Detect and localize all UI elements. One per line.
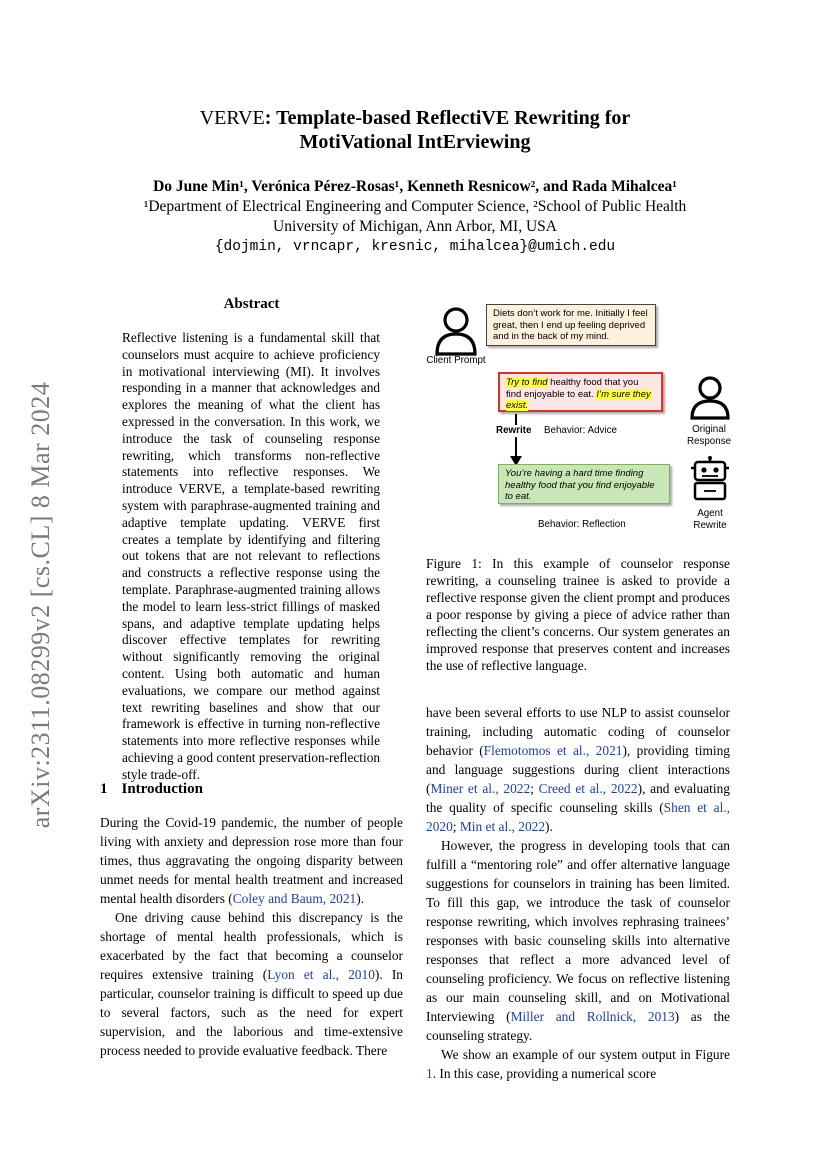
right-paragraph-2: However, the progress in developing tools that can fulfill a “mentoring role” and offer alternative language suggestions for counselors in training has been limited. To fill this gap, we introduce the task of counselor response rewriting, which involves rephrasing trainees’ responses with basic counseling skills into alternative responses that reflect a more advanced level of counseling proficiency. We focus on reflective listening as our main counseling skill, and on Motivational Interviewing (Miller and Rollnick, 2013) as the counseling strategy. <box>426 838 730 1043</box>
abstract-heading: Abstract <box>223 296 280 312</box>
client-speech-bubble: Diets don’t work for me. Initially I feel great, then I end up feeling deprived and in the back of my mind. <box>486 304 656 346</box>
original-response-bubble: Try to find healthy food that you find enjoyable to eat. I’m sure they exist. <box>498 372 663 412</box>
intro-paragraph-1: During the Covid-19 pandemic, the number of people living with anxiety and depression rose more than four times, thus aggravating the ongoing disparity between unmet needs for mental health treatment and increased mental health disorders (Coley and Baum, 2021). <box>100 815 403 906</box>
citation-link[interactable]: Creed et al., 2022 <box>538 781 638 796</box>
citation-link[interactable]: Coley and Baum, 2021 <box>232 891 357 906</box>
figure-1 <box>426 298 730 536</box>
abstract-text: Reflective listening is a fundamental skill that counselors must acquire to achieve proficiency in motivational interviewing (MI). It involves responding in a manner that acknowledges and explores the meaning of what the client has expressed in the conversation. In this work, we introduce the task of counseling response rewriting, which transforms non-reflective statements into reflective responses. We introduce VERVE, a template-based rewriting system with paraphrase-augmented training and adaptive template updating. VERVE first creates a template by identifying and filtering out tokens that are not relevant to reflections and constructs a reflective response using the template. Paraphrase-augmented training allows the model to learn less-strict fillings of masked spans, and adaptive template updating helps discover effective templates for rewriting without significantly removing the original content. Using both automatic and human evaluations, we compare our method against text rewriting baselines and show that our framework is effective in turning non-reflective statements into more reflective responses while achieving a good content preservation-reflection style trade-off. <box>122 330 380 782</box>
rewrite-arrow <box>515 414 517 462</box>
intro-left-column <box>100 813 403 1060</box>
behavior-advice-label: Behavior: Advice <box>544 425 617 436</box>
citation-link[interactable]: Flemotomos et al., 2021 <box>483 743 623 758</box>
counselor-person-icon <box>688 376 732 420</box>
affiliation-line: ¹Department of Electrical Engineering and Computer Science, ²School of Public Health <box>143 198 687 215</box>
agent-rewrite-bubble: You’re having a hard time finding healthy food that you find enjoyable to eat. <box>498 464 670 504</box>
arxiv-identifier: arXiv:2311.08299v2 [cs.CL] 8 Mar 2024 <box>26 381 55 829</box>
original-response-label: Original Response <box>686 424 732 447</box>
citation-link[interactable]: Lyon et al., 2010 <box>267 967 375 982</box>
robot-icon <box>690 456 730 504</box>
section-heading-introduction: 1 Introduction <box>100 781 203 797</box>
right-paragraph-3: We show an example of our system output in Figure 1. In this case, providing a numerical score <box>426 1047 730 1081</box>
paper-title: VERVE: Template-based ReflectiVE Rewriting for MotiVational IntErviewing <box>199 107 631 153</box>
rewrite-label: Rewrite <box>496 425 532 436</box>
citation-link[interactable]: Miller and Rollnick, 2013 <box>510 1009 675 1024</box>
citation-link[interactable]: Min et al., 2022 <box>459 819 546 834</box>
client-person-icon <box>434 306 478 356</box>
behavior-reflection-label: Behavior: Reflection <box>538 519 626 530</box>
intro-right-column <box>426 703 730 1083</box>
client-prompt-label: Client Prompt <box>426 355 486 366</box>
affiliation-location: University of Michigan, Ann Arbor, MI, USA <box>273 218 557 235</box>
author-names: Do June Min¹, Verónica Pérez-Rosas¹, Kenneth Resnicow², and Rada Mihalcea¹ <box>153 178 677 195</box>
author-emails: {dojmin, vrncapr, kresnic, mihalcea}@umich.edu <box>214 239 616 255</box>
intro-paragraph-2: One driving cause behind this discrepancy is the shortage of mental health professionals, which is exacerbated by the fact that becoming a counselor requires extensive training (Lyon et al., 2010). In particular, counselor training is difficult to speed up due to several factors, such as the need for expert supervision, and the laborious and time-extensive process needed to provide evaluative feedback. There <box>100 910 403 1058</box>
figure-caption: Figure 1: In this example of counselor response rewriting, a counseling trainee is asked to provide a reflective response given the client prompt and produces a poor response by giving a piece of advice rather than reflecting the client’s concerns. Our system generates an improved response that preserves content and increases the use of reflective language. <box>426 556 730 673</box>
citation-link[interactable]: Miner et al., 2022 <box>430 781 531 796</box>
citation-link[interactable]: Shen et al., 2020 <box>426 800 730 834</box>
figure-reference-link[interactable]: 1 <box>426 1066 433 1081</box>
author-block <box>100 177 730 257</box>
right-paragraph-1: have been several efforts to use NLP to assist counselor training, including automatic coding of counselor behavior (Flemotomos et al., 2021), providing timing and language suggestions during client interactions (Miner et al., 2022; Creed et al., 2022), and evaluating the quality of specific counseling skills (Shen et al., 2020; Min et al., 2022). <box>426 705 731 834</box>
agent-rewrite-label: Agent Rewrite <box>693 508 727 531</box>
